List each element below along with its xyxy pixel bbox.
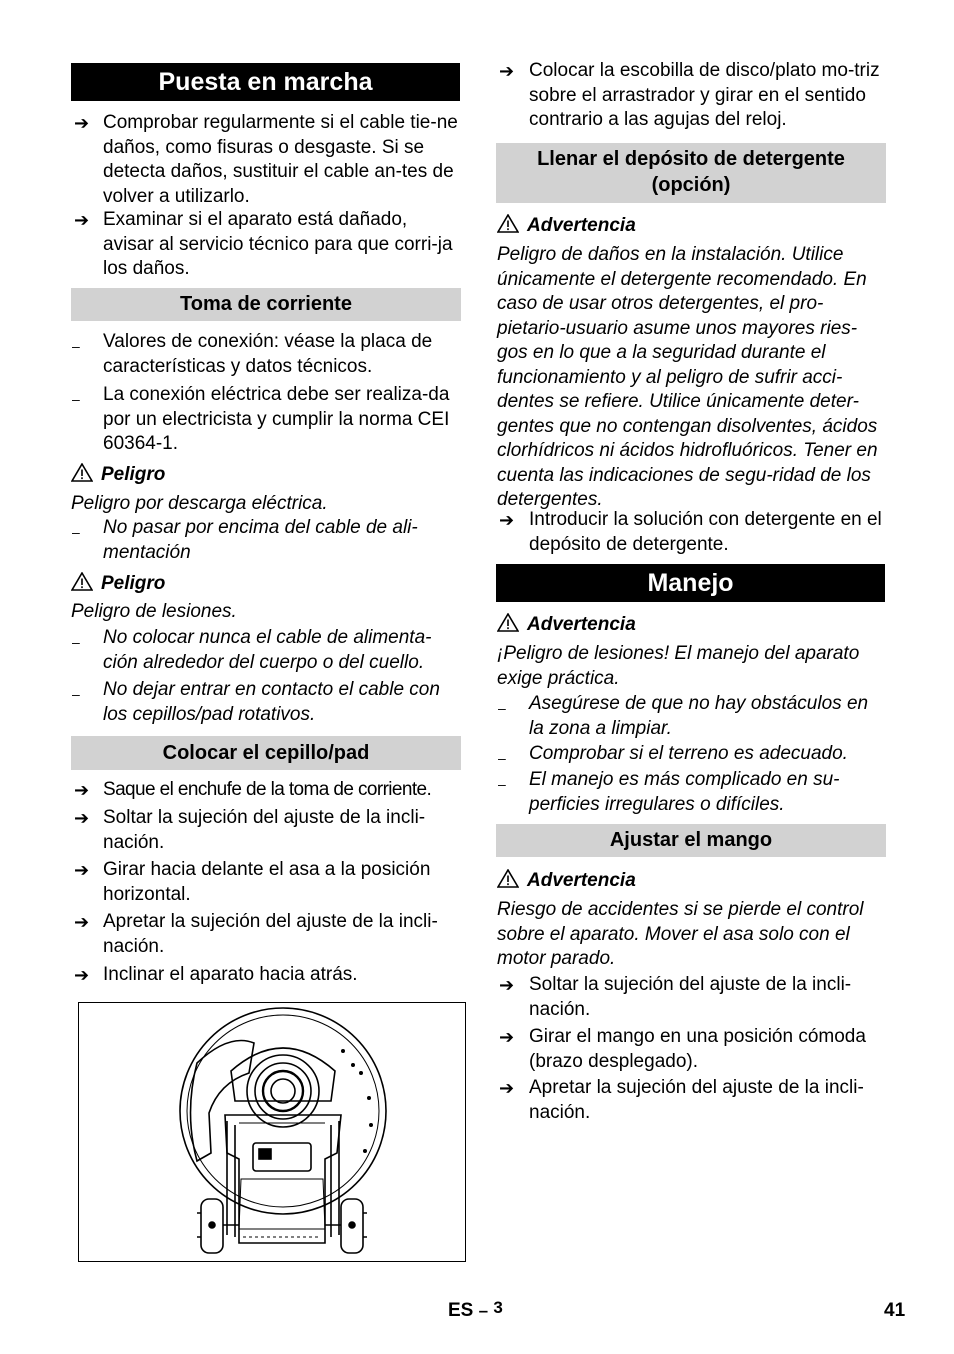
- warning-triangle-icon: [497, 613, 519, 632]
- heading-colocar-cepillo: Colocar el cepillo/pad: [71, 736, 461, 770]
- dash-item: No pasar por encima del cable de ali-mentación: [103, 517, 418, 563]
- step-text: Inclinar el aparato hacia atrás.: [103, 964, 358, 985]
- step-text: Apretar la sujeción del ajuste de la incli-nación.: [529, 1077, 864, 1123]
- page-number: 41: [884, 1300, 906, 1321]
- heading-toma-de-corriente: Toma de corriente: [71, 288, 461, 321]
- warning-advertencia-1: [497, 214, 636, 238]
- footer-sep: –: [478, 1301, 489, 1320]
- machine-illustration: [78, 1002, 466, 1262]
- warning-text: Peligro de daños en la instalación. Utilice únicamente el detergente recomendado. En caso de usar otros detergentes, el pro-pietario-usuario asume unos mayores ries-gos en lo que a la seguridad durante el funcionamiento y al peligro de sufrir acci-dentes se refiere. Utilice únicamente deter-gentes que no contengan disolventes, ácidos clorhídricos ni ácidos hidrofluóricos. Tener en cuenta las indicaciones de segu-ridad de los detergentes.: [497, 244, 878, 510]
- dash-item: El manejo es más complicado en su-perficies irregulares o difíciles.: [529, 769, 840, 815]
- arrow-right-icon: ➔: [74, 808, 90, 828]
- warning-triangle-icon: [497, 869, 519, 888]
- dash-marker: –: [72, 338, 80, 354]
- heading-ajustar-mango: Ajustar el mango: [496, 824, 886, 857]
- warning-text: Riesgo de accidentes si se pierde el control sobre el aparato. Mover el asa solo con el motor parado.: [497, 899, 864, 969]
- warning-advertencia-3: [497, 869, 636, 893]
- dash-item: No colocar nunca el cable de alimenta-ción alrededor del cuerpo o del cuello.: [103, 627, 432, 673]
- warning-peligro-1: [71, 463, 165, 487]
- arrow-right-icon: ➔: [74, 860, 90, 880]
- dash-marker: –: [498, 700, 506, 716]
- step-text: Introducir la solución con detergente en el depósito de detergente.: [529, 509, 882, 555]
- dash-marker: –: [72, 686, 80, 702]
- heading-text: Puesta en marcha: [158, 68, 373, 96]
- dash-item: Valores de conexión: véase la placa de características y datos técnicos.: [103, 331, 433, 377]
- dash-item: No dejar entrar en contacto el cable con los cepillos/pad rotativos.: [103, 679, 440, 725]
- warning-text: Peligro de lesiones.: [71, 601, 237, 622]
- heading-llenar-deposito: Llenar el depósito de detergente (opción): [496, 143, 886, 203]
- warning-text: Peligro por descarga eléctrica.: [71, 493, 328, 514]
- arrow-right-icon: ➔: [74, 210, 90, 230]
- floor-machine-icon: [79, 1003, 465, 1261]
- arrow-right-icon: ➔: [74, 113, 90, 133]
- bullet-text: Comprobar regularmente si el cable tie-ne daños, como fisuras o desgaste. Si se detecta daños, sustituir el cable an-tes de volver a utilizarlo.: [103, 112, 458, 207]
- dash-item: Comprobar si el terreno es adecuado.: [529, 743, 848, 764]
- footer-language-section: [448, 1300, 503, 1322]
- dash-marker: –: [72, 391, 80, 407]
- step-text: Girar el mango en una posición cómoda (brazo desplegado).: [529, 1026, 866, 1072]
- footer-section-page: 3: [493, 1298, 503, 1317]
- step-text: Colocar la escobilla de disco/plato mo-triz sobre el arrastrador y girar en el sentido contrario a las agujas del reloj.: [529, 60, 880, 130]
- arrow-right-icon: ➔: [499, 1078, 515, 1098]
- arrow-right-icon: ➔: [74, 780, 90, 800]
- step-text: Apretar la sujeción del ajuste de la incli-nación.: [103, 911, 438, 957]
- arrow-right-icon: ➔: [499, 61, 515, 81]
- warning-label: Advertencia: [527, 870, 636, 891]
- arrow-right-icon: ➔: [499, 510, 515, 530]
- arrow-right-icon: ➔: [499, 1027, 515, 1047]
- step-text: Soltar la sujeción del ajuste de la incli-nación.: [529, 974, 852, 1020]
- warning-advertencia-2: [497, 613, 636, 637]
- warning-label: Peligro: [101, 573, 166, 594]
- step-text: Soltar la sujeción del ajuste de la incli-nación.: [103, 807, 426, 853]
- dash-item: Asegúrese de que no hay obstáculos en la zona a limpiar.: [529, 693, 869, 739]
- dash-item: La conexión eléctrica debe ser realiza-da por un electricista y cumplir la norma CEI 60364-1.: [103, 384, 450, 454]
- warning-label: Peligro: [101, 464, 166, 485]
- arrow-right-icon: ➔: [499, 975, 515, 995]
- heading-puesta-en-marcha: [71, 63, 460, 101]
- warning-label: Advertencia: [527, 215, 636, 236]
- dash-marker: –: [498, 750, 506, 766]
- arrow-right-icon: ➔: [74, 912, 90, 932]
- dash-marker: –: [72, 524, 80, 540]
- step-text: Saque el enchufe de la toma de corriente.: [103, 779, 432, 800]
- warning-triangle-icon: [71, 572, 93, 591]
- warning-peligro-2: [71, 572, 165, 596]
- step-text: Girar hacia delante el asa a la posición horizontal.: [103, 859, 431, 905]
- footer-lang: ES: [448, 1300, 474, 1321]
- warning-label: Advertencia: [527, 614, 636, 635]
- heading-manejo: [496, 564, 885, 602]
- bullet-text: Examinar si el aparato está dañado, avisar al servicio técnico para que corri-ja los daños.: [103, 209, 453, 279]
- warning-triangle-icon: [497, 214, 519, 233]
- warning-text: ¡Peligro de lesiones! El manejo del aparato exige práctica.: [497, 643, 860, 689]
- heading-text: Manejo: [647, 569, 734, 597]
- dash-marker: –: [498, 776, 506, 792]
- warning-triangle-icon: [71, 463, 93, 482]
- arrow-right-icon: ➔: [74, 965, 90, 985]
- dash-marker: –: [72, 634, 80, 650]
